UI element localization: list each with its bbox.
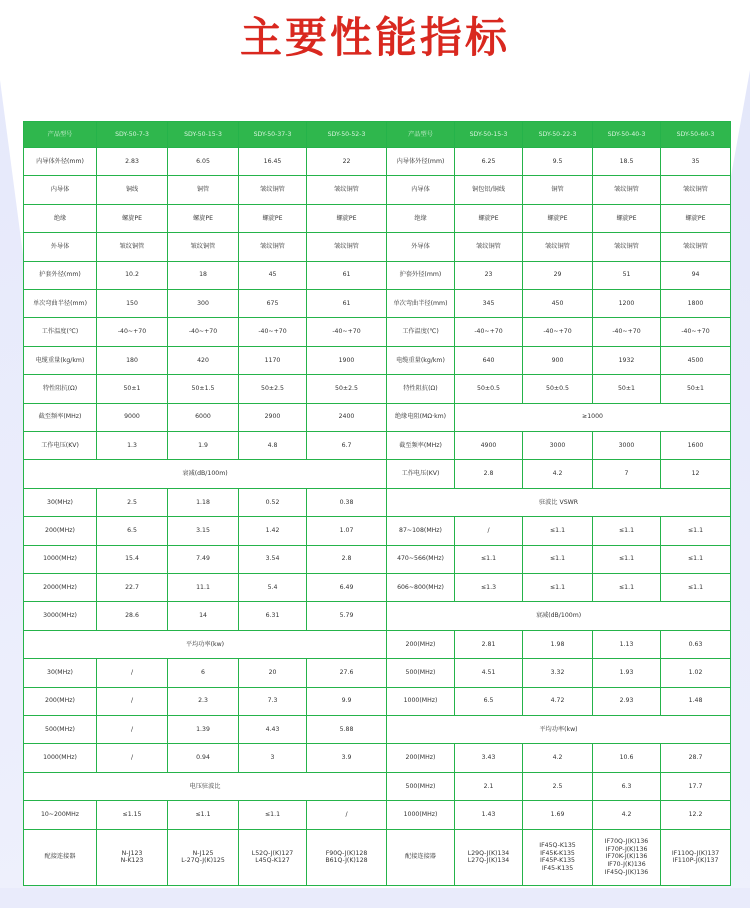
table-cell: 2.5	[523, 772, 593, 800]
table-cell: /	[97, 659, 168, 687]
table-cell: 1.07	[307, 517, 387, 545]
table-cell: 绝缘电阻(MΩ·km)	[387, 403, 455, 431]
table-cell: N-J123 N-K123	[97, 829, 168, 885]
specs-table	[23, 121, 731, 886]
table-cell: 5.4	[239, 574, 307, 602]
table-cell: 500(MHz)	[387, 772, 455, 800]
table-cell: 606~800(MHz)	[387, 574, 455, 602]
table-cell: 150	[97, 289, 168, 317]
table-cell: 28.7	[661, 744, 731, 772]
table-cell: 16.45	[239, 147, 307, 175]
table-cell: /	[97, 744, 168, 772]
table-cell: 4900	[455, 432, 523, 460]
table-section-cell: 平均功率(kw)	[24, 630, 387, 658]
table-cell: 87~108(MHz)	[387, 517, 455, 545]
table-cell: 3000	[523, 432, 593, 460]
table-cell: /	[307, 801, 387, 829]
table-cell: 螺旋PE	[455, 204, 523, 232]
table-cell: 51	[593, 261, 661, 289]
table-row	[24, 687, 731, 715]
table-cell: 900	[523, 346, 593, 374]
table-cell: 内导体外径(mm)	[387, 147, 455, 175]
table-cell: 7	[593, 460, 661, 488]
table-cell: 铜管	[523, 176, 593, 204]
table-row	[24, 375, 731, 403]
table-cell: 3.54	[239, 545, 307, 573]
table-cell: 3.43	[455, 744, 523, 772]
table-cell: /	[455, 517, 523, 545]
table-cell: 300	[168, 289, 239, 317]
table-section-cell: 驻波比 VSWR	[387, 488, 731, 516]
table-cell: 675	[239, 289, 307, 317]
table-cell: 内导体	[387, 176, 455, 204]
table-cell: 17.7	[661, 772, 731, 800]
table-row	[24, 233, 731, 261]
table-cell: 螺旋PE	[168, 204, 239, 232]
table-row	[24, 716, 731, 744]
table-cell: ≤1.1	[455, 545, 523, 573]
table-cell: 50±1	[661, 375, 731, 403]
table-header-cell: SDY-50-37-3	[239, 122, 307, 148]
table-cell: 外导体	[24, 233, 97, 261]
table-cell: 护套外径(mm)	[387, 261, 455, 289]
table-cell: 单次弯曲半径(mm)	[387, 289, 455, 317]
table-cell: 6.05	[168, 147, 239, 175]
table-cell: 工作温度(℃)	[387, 318, 455, 346]
table-cell: 工作电压(KV)	[24, 432, 97, 460]
table-cell: 200(MHz)	[387, 744, 455, 772]
table-header-cell: SDY-50-40-3	[593, 122, 661, 148]
table-row	[24, 545, 731, 573]
table-cell: F90Q-J(K)128 B61Q-J(K)128	[307, 829, 387, 885]
table-row	[24, 630, 731, 658]
table-cell: -40~+70	[97, 318, 168, 346]
page-title: 主要性能指标	[239, 13, 510, 62]
table-cell: -40~+70	[307, 318, 387, 346]
table-cell: 10~200MHz	[24, 801, 97, 829]
table-cell: -40~+70	[523, 318, 593, 346]
table-cell: 4.2	[523, 460, 593, 488]
table-cell: 铜包铝/铜线	[455, 176, 523, 204]
table-cell: L52Q-J(K)127 L45Q-K127	[239, 829, 307, 885]
table-cell: 61	[307, 289, 387, 317]
table-cell: IF70Q-J(K)136 IF70P-J(K)136 IF70K-J(K)136 IF70-J(K)136 IF45Q-J(K)136	[593, 829, 661, 885]
table-cell: 3.32	[523, 659, 593, 687]
table-cell: 6.7	[307, 432, 387, 460]
table-cell: 1.42	[239, 517, 307, 545]
table-cell: 28.6	[97, 602, 168, 630]
table-cell: 3000(MHz)	[24, 602, 97, 630]
table-cell: -40~+70	[661, 318, 731, 346]
table-cell: 6.25	[455, 147, 523, 175]
table-cell: IF110Q-J(K)137 IF110P-J(K)137	[661, 829, 731, 885]
table-cell: 29	[523, 261, 593, 289]
table-cell: 螺旋PE	[239, 204, 307, 232]
table-cell: 22.7	[97, 574, 168, 602]
table-cell: 1.18	[168, 488, 239, 516]
table-section-cell: 衰减(dB/100m)	[387, 602, 731, 630]
table-cell: ≤1.1	[593, 545, 661, 573]
table-section-cell: 电压驻波比	[24, 772, 387, 800]
table-cell: 1.02	[661, 659, 731, 687]
table-cell: 1600	[661, 432, 731, 460]
table-cell: 6.3	[593, 772, 661, 800]
table-cell: 螺旋PE	[307, 204, 387, 232]
table-cell: ≤1.3	[455, 574, 523, 602]
table-cell: 截至频率(MHz)	[387, 432, 455, 460]
table-cell: 1.13	[593, 630, 661, 658]
table-cell: 180	[97, 346, 168, 374]
table-cell: 200(MHz)	[387, 630, 455, 658]
table-section-cell: 衰减(dB/100m)	[24, 460, 387, 488]
table-cell: 14	[168, 602, 239, 630]
table-cell: 50±1.5	[168, 375, 239, 403]
table-cell: 18.5	[593, 147, 661, 175]
table-cell: 50±1	[97, 375, 168, 403]
table-cell: 皱纹铜管	[455, 233, 523, 261]
table-cell: 4500	[661, 346, 731, 374]
table-row	[24, 147, 731, 175]
table-cell: 铜线	[97, 176, 168, 204]
table-row	[24, 602, 731, 630]
table-cell: 5.88	[307, 716, 387, 744]
table-cell: ≤1.1	[661, 574, 731, 602]
table-cell: 单次弯曲半径(mm)	[24, 289, 97, 317]
table-cell: 4.43	[239, 716, 307, 744]
table-cell: 5.79	[307, 602, 387, 630]
table-cell: 电缆重量(kg/km)	[387, 346, 455, 374]
table-cell: 1.93	[593, 659, 661, 687]
table-header-cell: SDY-50-15-3	[168, 122, 239, 148]
table-cell: 470~566(MHz)	[387, 545, 455, 573]
table-cell: 12.2	[661, 801, 731, 829]
table-cell: /	[97, 716, 168, 744]
table-cell: 1000(MHz)	[24, 744, 97, 772]
table-cell: 螺旋PE	[97, 204, 168, 232]
table-cell: 1170	[239, 346, 307, 374]
table-row	[24, 204, 731, 232]
table-cell: 640	[455, 346, 523, 374]
table-cell: 345	[455, 289, 523, 317]
table-cell: 2.8	[307, 545, 387, 573]
table-cell: 6.5	[97, 517, 168, 545]
table-cell: 50±1	[593, 375, 661, 403]
table-cell: 30(MHz)	[24, 488, 97, 516]
table-cell: 1.48	[661, 687, 731, 715]
table-header-cell: SDY-50-7-3	[97, 122, 168, 148]
table-cell: 2.3	[168, 687, 239, 715]
table-cell: 0.63	[661, 630, 731, 658]
table-row	[24, 460, 731, 488]
table-row	[24, 261, 731, 289]
table-cell: 4.8	[239, 432, 307, 460]
table-cell: 皱纹铜管	[168, 233, 239, 261]
table-cell: 螺旋PE	[661, 204, 731, 232]
table-cell: 45	[239, 261, 307, 289]
table-cell: 3.9	[307, 744, 387, 772]
table-cell: 1.3	[97, 432, 168, 460]
table-header-cell: 产品型号	[24, 122, 97, 148]
table-cell: ≤1.1	[661, 517, 731, 545]
table-cell: 1932	[593, 346, 661, 374]
table-cell: 23	[455, 261, 523, 289]
table-cell: 2.83	[97, 147, 168, 175]
table-cell: 皱纹铜管	[307, 233, 387, 261]
table-row	[24, 346, 731, 374]
table-cell: 50±0.5	[523, 375, 593, 403]
table-row	[24, 432, 731, 460]
table-cell: 6000	[168, 403, 239, 431]
table-cell: 螺旋PE	[523, 204, 593, 232]
table-cell: 9.9	[307, 687, 387, 715]
table-cell: 外导体	[387, 233, 455, 261]
table-cell: 特性阻抗(Ω)	[387, 375, 455, 403]
table-section-cell: 平均功率(kw)	[387, 716, 731, 744]
table-cell: 皱纹铜管	[661, 233, 731, 261]
table-cell: 1800	[661, 289, 731, 317]
table-cell: IF45Q-K135 IF45K-K135 IF45P-K135 IF45-K135	[523, 829, 593, 885]
table-cell: -40~+70	[239, 318, 307, 346]
table-cell: ≤1.1	[168, 801, 239, 829]
table-cell: N-J125 L-27Q-J(K)125	[168, 829, 239, 885]
table-row	[24, 318, 731, 346]
table-cell: 1.69	[523, 801, 593, 829]
table-cell: 94	[661, 261, 731, 289]
table-cell: ≤1.1	[523, 545, 593, 573]
table-cell: 2.93	[593, 687, 661, 715]
table-cell: ≤1.1	[523, 574, 593, 602]
table-cell: 3	[239, 744, 307, 772]
table-cell: 10.6	[593, 744, 661, 772]
table-cell: 4.72	[523, 687, 593, 715]
table-cell: 1.9	[168, 432, 239, 460]
table-cell: 22	[307, 147, 387, 175]
table-cell: 2000(MHz)	[24, 574, 97, 602]
table-cell: 4.51	[455, 659, 523, 687]
table-cell: 18	[168, 261, 239, 289]
table-row	[24, 176, 731, 204]
table-cell: 50±0.5	[455, 375, 523, 403]
table-cell: 9000	[97, 403, 168, 431]
table-cell: L29Q-J(K)134 L27Q-J(K)134	[455, 829, 523, 885]
table-cell: 50±2.5	[239, 375, 307, 403]
table-row	[24, 517, 731, 545]
background-decoration-bottom	[0, 888, 750, 908]
table-cell: 螺旋PE	[593, 204, 661, 232]
table-cell: ≤1.15	[97, 801, 168, 829]
table-cell: 1.43	[455, 801, 523, 829]
table-cell: 0.52	[239, 488, 307, 516]
table-row	[24, 574, 731, 602]
table-cell: 1000(MHz)	[24, 545, 97, 573]
table-row	[24, 488, 731, 516]
table-cell: 1900	[307, 346, 387, 374]
table-cell: 2.81	[455, 630, 523, 658]
table-cell: 2.1	[455, 772, 523, 800]
table-cell: 50±2.5	[307, 375, 387, 403]
table-cell: 内导体	[24, 176, 97, 204]
specs-table-container	[23, 121, 730, 886]
table-cell: 12	[661, 460, 731, 488]
table-cell: 皱纹铜管	[523, 233, 593, 261]
table-cell: 20	[239, 659, 307, 687]
table-cell: 200(MHz)	[24, 517, 97, 545]
table-cell: 工作温度(℃)	[24, 318, 97, 346]
table-cell: 450	[523, 289, 593, 317]
table-cell: 500(MHz)	[24, 716, 97, 744]
table-cell: 61	[307, 261, 387, 289]
table-cell: 护套外径(mm)	[24, 261, 97, 289]
table-cell: ≤1.1	[593, 517, 661, 545]
table-section-cell: ≥1000	[455, 403, 731, 431]
table-cell: 1000(MHz)	[387, 687, 455, 715]
table-header-cell: 产品型号	[387, 122, 455, 148]
table-header-row	[24, 122, 731, 148]
table-cell: 绝缘	[24, 204, 97, 232]
table-row	[24, 744, 731, 772]
table-cell: 皱纹铜管	[97, 233, 168, 261]
table-cell: 2400	[307, 403, 387, 431]
table-cell: -40~+70	[168, 318, 239, 346]
table-row	[24, 829, 731, 885]
table-row	[24, 659, 731, 687]
table-row	[24, 289, 731, 317]
table-cell: ≤1.1	[593, 574, 661, 602]
table-cell: 6.5	[455, 687, 523, 715]
table-row	[24, 403, 731, 431]
table-cell: 1000(MHz)	[387, 801, 455, 829]
table-cell: 7.3	[239, 687, 307, 715]
table-cell: 电缆重量(kg/km)	[24, 346, 97, 374]
table-cell: 2.8	[455, 460, 523, 488]
table-cell: 2900	[239, 403, 307, 431]
table-cell: /	[97, 687, 168, 715]
table-header-cell: SDY-50-52-3	[307, 122, 387, 148]
table-cell: 1.98	[523, 630, 593, 658]
table-cell: ≤1.1	[523, 517, 593, 545]
table-cell: 500(MHz)	[387, 659, 455, 687]
table-cell: 15.4	[97, 545, 168, 573]
table-header-cell: SDY-50-60-3	[661, 122, 731, 148]
table-cell: ≤1.1	[661, 545, 731, 573]
table-cell: 6.31	[239, 602, 307, 630]
table-cell: 1200	[593, 289, 661, 317]
table-cell: 3.15	[168, 517, 239, 545]
table-cell: 皱纹铜管	[239, 176, 307, 204]
table-cell: 工作电压(KV)	[387, 460, 455, 488]
table-row	[24, 772, 731, 800]
table-cell: 27.6	[307, 659, 387, 687]
table-cell: 配接连接器	[24, 829, 97, 885]
table-cell: 绝缘	[387, 204, 455, 232]
table-cell: -40~+70	[593, 318, 661, 346]
table-cell: 2.5	[97, 488, 168, 516]
table-cell: 200(MHz)	[24, 687, 97, 715]
table-cell: 特性阻抗(Ω)	[24, 375, 97, 403]
table-cell: 4.2	[593, 801, 661, 829]
table-header-cell: SDY-50-15-3	[455, 122, 523, 148]
table-cell: 11.1	[168, 574, 239, 602]
table-cell: 35	[661, 147, 731, 175]
table-cell: 6	[168, 659, 239, 687]
table-cell: 30(MHz)	[24, 659, 97, 687]
table-cell: 截至频率(MHz)	[24, 403, 97, 431]
table-cell: 1.39	[168, 716, 239, 744]
table-cell: 内导体外径(mm)	[24, 147, 97, 175]
table-cell: 皱纹铜管	[307, 176, 387, 204]
table-header-cell: SDY-50-22-3	[523, 122, 593, 148]
table-cell: 皱纹铜管	[239, 233, 307, 261]
table-cell: 3000	[593, 432, 661, 460]
table-cell: 铜管	[168, 176, 239, 204]
table-cell: 配接连接器	[387, 829, 455, 885]
table-cell: 7.49	[168, 545, 239, 573]
table-cell: 皱纹铜管	[593, 176, 661, 204]
table-cell: 0.38	[307, 488, 387, 516]
table-cell: 9.5	[523, 147, 593, 175]
table-cell: 皱纹铜管	[593, 233, 661, 261]
table-cell: ≤1.1	[239, 801, 307, 829]
table-cell: 0.94	[168, 744, 239, 772]
table-cell: -40~+70	[455, 318, 523, 346]
table-cell: 10.2	[97, 261, 168, 289]
table-cell: 皱纹铜管	[661, 176, 731, 204]
table-cell: 420	[168, 346, 239, 374]
table-row	[24, 801, 731, 829]
table-cell: 4.2	[523, 744, 593, 772]
table-cell: 6.49	[307, 574, 387, 602]
